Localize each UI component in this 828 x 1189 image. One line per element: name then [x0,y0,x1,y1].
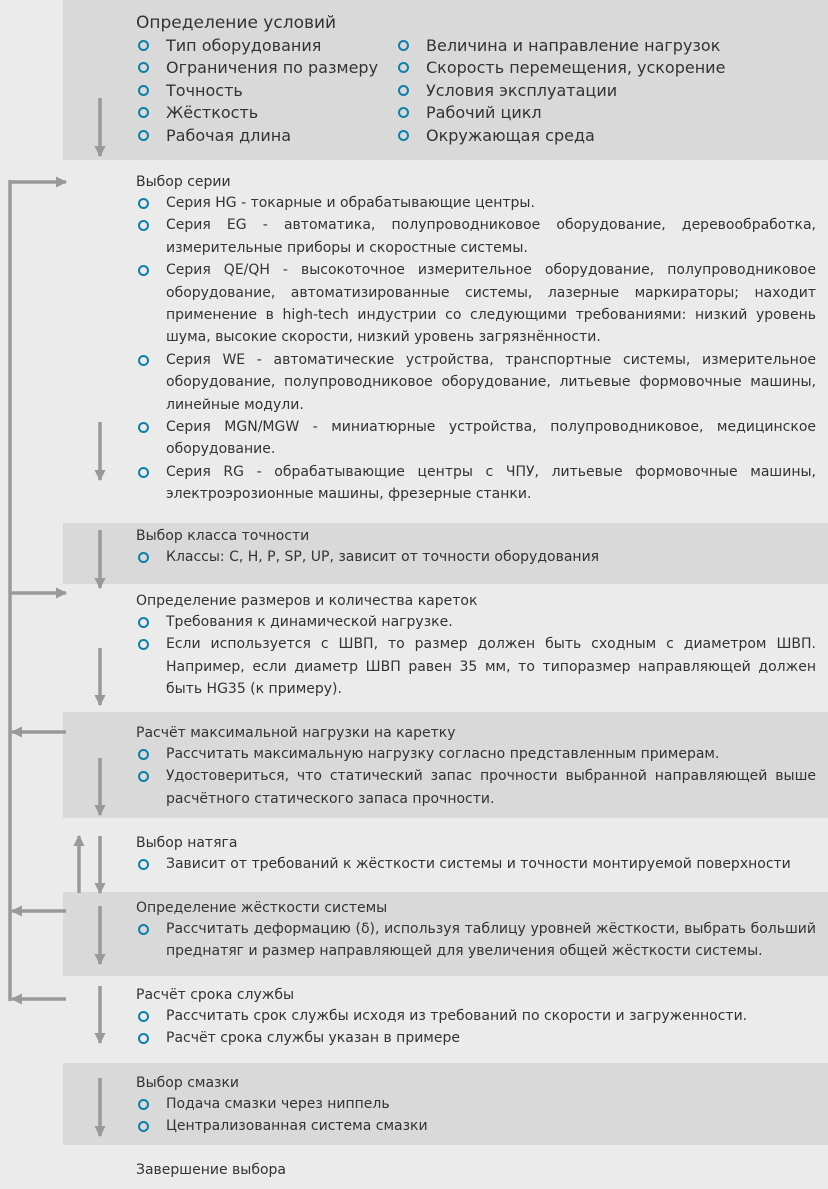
list-item: Удостовериться, что статический запас прочности выбранной направляющей выше расчётного статического запаса прочности. [136,765,816,810]
section-load [136,723,816,810]
section-title-final: Завершение выбора [136,1162,287,1178]
list-item: Тип оборудования [136,35,396,57]
series-list [136,192,816,506]
list-item: Рабочая длина [136,125,396,147]
conditions-left-list [136,35,396,147]
section-lubrication [136,1073,816,1138]
list-item: Классы: C, H, P, SP, UP, зависит от точности оборудования [136,546,816,568]
section-accuracy [136,526,816,568]
list-item: Серия WE - автоматические устройства, транспортные системы, измерительное оборудование, полупроводниковое оборудование, литьевые формовочные машины, линейные модули. [136,349,816,416]
list-item: Требования к динамической нагрузке. [136,611,816,633]
list-item: Окружающая среда [396,125,816,147]
list-item: Условия эксплуатации [396,80,816,102]
accuracy-list [136,546,816,568]
list-item: Серия HG - токарные и обрабатывающие центры. [136,192,816,214]
load-list [136,743,816,810]
preload-list [136,853,816,875]
list-item: Если используется с ШВП, то размер должен быть сходным с диаметром ШВП. Например, если диаметр ШВП равен 35 мм, то типоразмер направляющей должен быть HG35 (к примеру). [136,633,816,700]
list-item: Серия QE/QH - высокоточное измерительное оборудование, полупроводниковое оборудование, автоматизированные системы, лазерные маркираторы; находит применение в high-tech индустрии со следующими требованиями: низкий уровень шума, высокие скорости, низкий уровень загрязнённости. [136,259,816,349]
list-item: Серия EG - автоматика, полупроводниковое оборудование, деревообработка, измерительные приборы и скоростные системы. [136,214,816,259]
list-item: Серия MGN/MGW - миниатюрные устройства, полупроводниковое, медицинское оборудование. [136,416,816,461]
lubrication-list [136,1093,816,1138]
list-item: Скорость перемещения, ускорение [396,57,816,79]
list-item: Жёсткость [136,102,396,124]
section-preload [136,833,816,875]
list-item: Серия RG - обрабатывающие центры с ЧПУ, литьевые формовочные машины, электроэрозионные машины, фрезерные станки. [136,461,816,506]
section-title-conditions: Определение условий [136,13,337,33]
list-item: Точность [136,80,396,102]
section-title-rigidity: Определение жёсткости системы [136,900,388,916]
list-item: Рабочий цикл [396,102,816,124]
section-title-lubrication: Выбор смазки [136,1075,240,1091]
section-life [136,985,816,1050]
list-item: Зависит от требований к жёсткости системы и точности монтируемой поверхности [136,853,816,875]
section-title-load: Расчёт максимальной нагрузки на каретку [136,725,456,741]
life-list [136,1005,816,1050]
list-item: Рассчитать максимальную нагрузку согласно представленным примерам. [136,743,816,765]
section-conditions [136,11,816,147]
conditions-columns [136,35,816,147]
section-final [136,1160,816,1180]
list-item: Ограничения по размеру [136,57,396,79]
section-title-accuracy: Выбор класса точности [136,528,310,544]
conditions-right-list [396,35,816,147]
section-title-sizes: Определение размеров и количества кареток [136,593,478,609]
section-title-series: Выбор серии [136,174,231,190]
list-item: Расчёт срока службы указан в примере [136,1027,816,1049]
sizes-list [136,611,816,701]
section-rigidity [136,898,816,963]
section-series [136,172,816,506]
list-item: Рассчитать деформацию (δ), используя таблицу уровней жёсткости, выбрать больший преднатяг и размер направляющей для увеличения общей жёсткости системы. [136,918,816,963]
rigidity-list [136,918,816,963]
section-sizes [136,591,816,701]
list-item: Рассчитать срок службы исходя из требований по скорости и загруженности. [136,1005,816,1027]
list-item: Централизованная система смазки [136,1115,816,1137]
section-title-life: Расчёт срока службы [136,987,295,1003]
list-item: Величина и направление нагрузок [396,35,816,57]
list-item: Подача смазки через ниппель [136,1093,816,1115]
section-title-preload: Выбор натяга [136,835,238,851]
